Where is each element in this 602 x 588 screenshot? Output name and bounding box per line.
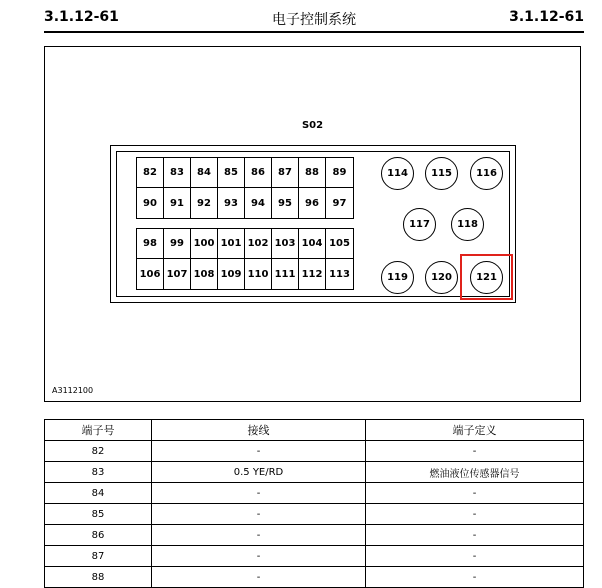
pin: 106 xyxy=(137,259,164,289)
pin: 95 xyxy=(272,188,299,218)
connector-name: S02 xyxy=(301,120,324,131)
table-row xyxy=(45,546,584,567)
round-pin-highlighted: 121 xyxy=(470,261,503,294)
pin: 85 xyxy=(218,158,245,188)
column-header-definition: 端子定义 xyxy=(366,420,584,441)
pin: 102 xyxy=(245,229,272,259)
table-row xyxy=(45,462,584,483)
pin: 88 xyxy=(299,158,326,188)
pin-block-upper xyxy=(136,157,354,219)
pin: 84 xyxy=(191,158,218,188)
column-header-wiring: 接线 xyxy=(152,420,366,441)
table-row xyxy=(45,567,584,588)
pin: 108 xyxy=(191,259,218,289)
pin: 112 xyxy=(299,259,326,289)
pin: 113 xyxy=(329,268,350,280)
table-cell: 84 xyxy=(45,483,152,504)
section-number-left: 3.1.12-61 xyxy=(44,9,119,25)
section-number-right: 3.1.12-61 xyxy=(509,9,584,25)
pin: 105 xyxy=(326,229,353,259)
table-cell: - xyxy=(366,483,584,504)
table-cell: 87 xyxy=(45,546,152,567)
table-cell: - xyxy=(152,504,366,525)
table-cell: - xyxy=(366,441,584,462)
page-header xyxy=(44,0,584,30)
column-header-pin: 端子号 xyxy=(45,420,152,441)
round-pin: 115 xyxy=(425,157,458,190)
pin-block-lower xyxy=(136,228,354,290)
pin-highlight-box xyxy=(460,254,513,300)
round-pin: 119 xyxy=(381,261,414,294)
table-cell: 88 xyxy=(45,567,152,588)
pin: 98 xyxy=(137,229,164,259)
round-pin: 117 xyxy=(403,208,436,241)
table-cell: - xyxy=(152,546,366,567)
table-cell: 0.5 YE/RD xyxy=(152,462,366,483)
table-cell: 85 xyxy=(45,504,152,525)
pin: 110 xyxy=(245,259,272,289)
table-cell: 82 xyxy=(45,441,152,462)
pin: 93 xyxy=(218,188,245,218)
table-cell: 83 xyxy=(45,462,152,483)
pin: 90 xyxy=(137,188,164,218)
pin: 94 xyxy=(245,188,272,218)
table-cell: - xyxy=(152,567,366,588)
pin: 91 xyxy=(164,188,191,218)
pin: 101 xyxy=(218,229,245,259)
pin: 104 xyxy=(299,229,326,259)
connector-face xyxy=(116,151,510,297)
pin: 87 xyxy=(272,158,299,188)
connector-figure xyxy=(44,46,581,402)
pin-definition-table xyxy=(44,419,584,588)
table-cell: 燃油液位传感器信号 xyxy=(366,462,584,483)
pin: 83 xyxy=(164,158,191,188)
table-header-row xyxy=(45,420,584,441)
pin: 100 xyxy=(191,229,218,259)
pin: 89 xyxy=(326,158,353,188)
pin: 99 xyxy=(164,229,191,259)
table-cell: - xyxy=(366,525,584,546)
pin: 109 xyxy=(218,259,245,289)
pin: 92 xyxy=(191,188,218,218)
header-divider xyxy=(44,31,584,33)
pin: 82 xyxy=(137,158,164,188)
table-row xyxy=(45,483,584,504)
table-cell: - xyxy=(366,546,584,567)
table-cell: - xyxy=(152,525,366,546)
table-row xyxy=(45,504,584,525)
table-cell: 86 xyxy=(45,525,152,546)
pin: 103 xyxy=(272,229,299,259)
pin: 107 xyxy=(164,259,191,289)
pin: 86 xyxy=(245,158,272,188)
pin: 97 xyxy=(332,197,347,209)
table-cell: - xyxy=(152,441,366,462)
table-row xyxy=(45,441,584,462)
round-pin: 114 xyxy=(381,157,414,190)
round-pin: 118 xyxy=(451,208,484,241)
table-cell: - xyxy=(152,483,366,504)
figure-id: A3112100 xyxy=(52,386,94,395)
pin: 96 xyxy=(299,188,326,218)
table-cell: - xyxy=(366,567,584,588)
round-pin: 116 xyxy=(470,157,503,190)
table-cell: - xyxy=(366,504,584,525)
connector-housing xyxy=(110,145,516,303)
pin: 111 xyxy=(272,259,299,289)
table-row xyxy=(45,525,584,546)
page-title: 电子控制系统 xyxy=(272,12,356,28)
round-pin: 120 xyxy=(425,261,458,294)
